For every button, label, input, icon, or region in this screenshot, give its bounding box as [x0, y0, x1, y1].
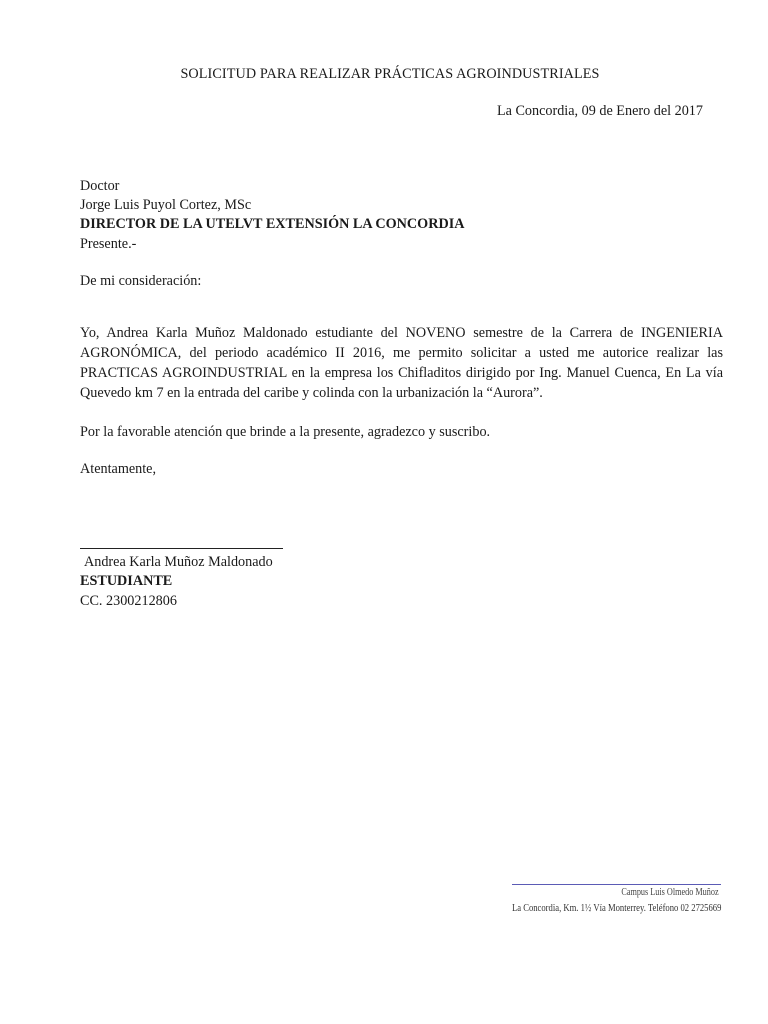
recipient-position: DIRECTOR DE LA UTELVT EXTENSIÓN LA CONCORDIA [80, 216, 465, 232]
signature-name: Andrea Karla Muñoz Maldonado [84, 554, 273, 570]
recipient-salutation: Doctor [80, 178, 120, 194]
footer-campus-name: Campus Luis Olmedo Muñoz [621, 887, 719, 898]
body-paragraph-2: Por la favorable atención que brinde a la presente, agradezco y suscribo. [80, 424, 491, 440]
place-date: La Concordia, 09 de Enero del 2017 [496, 103, 703, 119]
footer-divider [512, 884, 721, 885]
footer-address: La Concordia, Km. 1½ Vía Monterrey. Teléfono 02 2725669 [511, 903, 721, 914]
closing: Atentamente, [80, 461, 157, 477]
signature-role: ESTUDIANTE [80, 573, 173, 589]
recipient-presente: Presente.- [80, 236, 137, 252]
signature-line [80, 548, 283, 549]
greeting: De mi consideración: [80, 273, 202, 289]
document-title: SOLICITUD PARA REALIZAR PRÁCTICAS AGROINDUSTRIALES [180, 66, 600, 82]
body-paragraph-1: Yo, Andrea Karla Muñoz Maldonado estudiante del NOVENO semestre de la Carrera de INGENIERIA AGRONÓMICA, del periodo académico II 2016, me permito solicitar a usted me autorice realizar las PRACTICAS AGROINDUSTRIAL en la empresa los Chifladitos dirigido por Ing. Manuel Cuenca, En La vía Quevedo km 7 en la entrada del caribe y colinda con la urbanización la “Aurora”. [80, 325, 723, 401]
signature-id: CC. 2300212806 [80, 593, 177, 609]
recipient-name: Jorge Luis Puyol Cortez, MSc [80, 197, 252, 213]
